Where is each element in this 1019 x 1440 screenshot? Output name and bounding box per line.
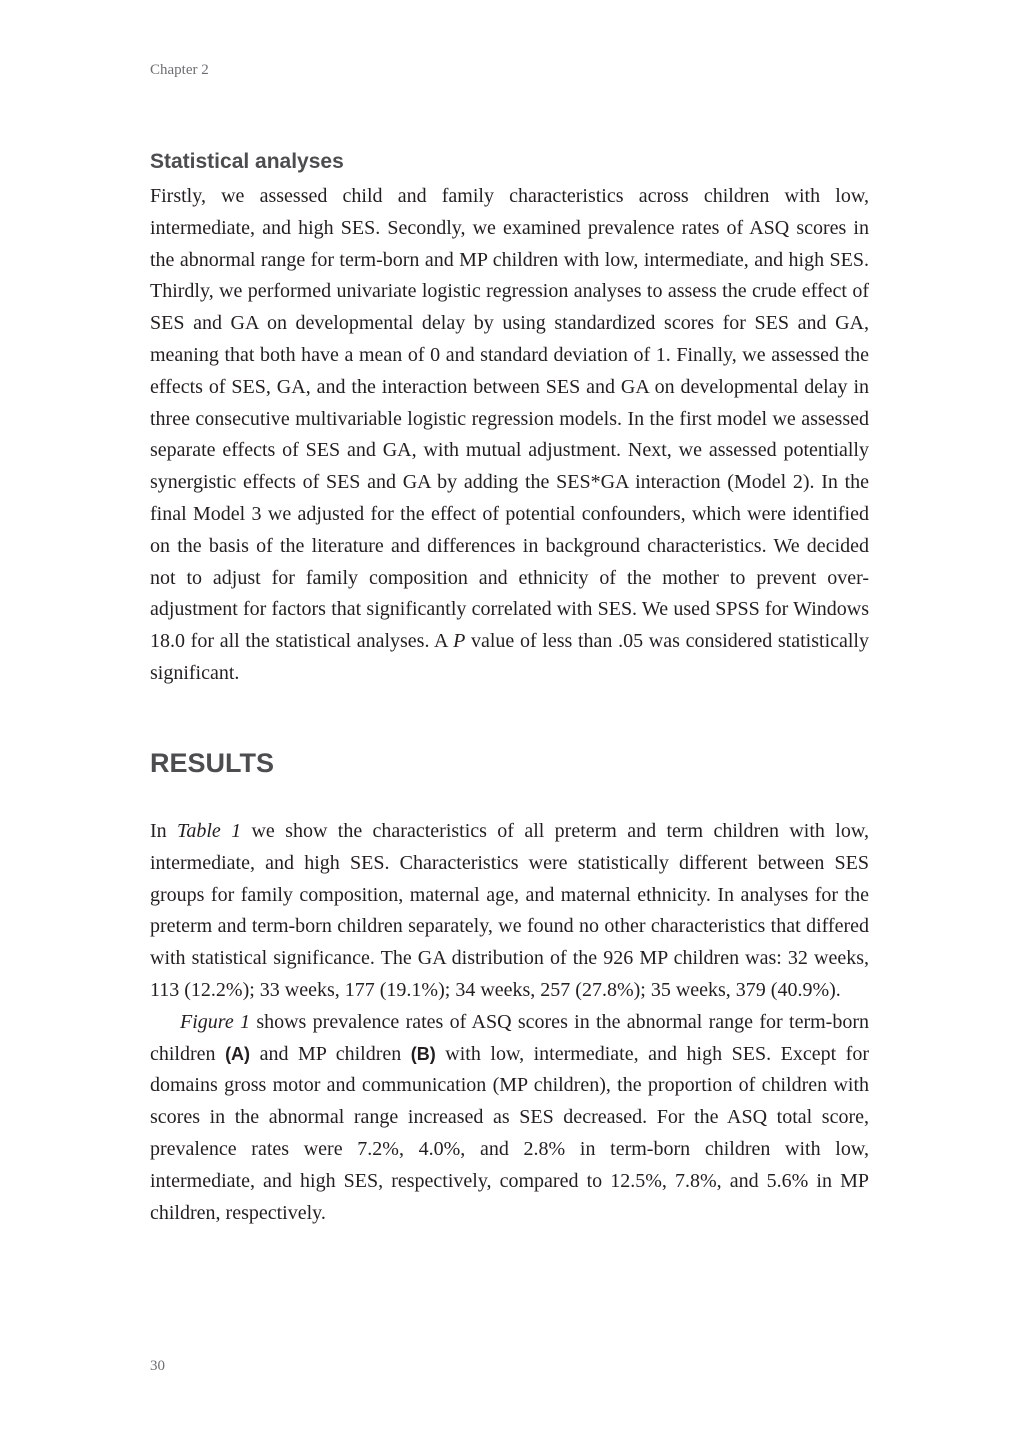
section-heading-statistical-analyses: Statistical analyses — [150, 150, 344, 173]
stat-text-2: value of less than .05 was considered statistically significant. — [150, 630, 869, 684]
results-paragraph-2 — [150, 1007, 869, 1230]
table-reference: Table 1 — [177, 820, 242, 842]
results-body — [150, 816, 869, 1229]
statistical-analyses-paragraph — [150, 181, 869, 690]
p-value-symbol: P — [453, 630, 466, 653]
panel-b-reference: (B) — [410, 1043, 436, 1064]
results-heading: RESULTS — [150, 748, 275, 778]
results-para2-text-2: and MP children — [250, 1042, 411, 1065]
results-para2-text-1: shows prevalence rates of ASQ scores in the abnormal range for term-born children — [150, 1010, 869, 1065]
stat-text-1: Firstly, we assessed child and family characteristics across children with low, intermediate, and high SES. Secondly, we examined prevalence rates of ASQ scores in the abnormal range for term-born and MP children with low, intermediate, and high SES. Thirdly, we performed univariate logistic regression analyses to assess the crude effect of SES and GA on developmental delay by using standardized scores for SES and GA, meaning that both have a mean of 0 and standard deviation of 1. Finally, we assessed the effects of SES, GA, and the interaction between SES and GA on developmental delay in three consecutive multivariable logistic regression models. In the first model we assessed separate effects of SES and GA, with mutual adjustment. Next, we assessed potentially synergistic effects of SES and GA by adding the SES*GA interaction (Model 2). In the final Model 3 we adjusted for the effect of potential confounders, which were identified on the basis of the literature and differences in background characteristics. We decided not to adjust for family composition and ethnicity of the mother to prevent over-adjustment for factors that significantly correlated with SES. We used SPSS for Windows 18.0 for all the statistical analyses. A — [150, 185, 869, 653]
results-para1-prefix: In — [150, 820, 178, 842]
running-head: Chapter 2 — [150, 62, 209, 78]
page-number: 30 — [150, 1358, 165, 1374]
results-paragraph-1 — [150, 816, 869, 1007]
results-para2-text-3: with low, intermediate, and high SES. Except for domains gross motor and communication (MP children), the proportion of children with scores in the abnormal range increased as SES decreased. For the ASQ total score, prevalence rates were 7.2%, 4.0%, and 2.8% in term-born children with low, intermediate, and high SES, respectively, compared to 12.5%, 7.8%, and 5.6% in MP children, respectively. — [150, 1042, 869, 1224]
panel-a-reference: (A) — [225, 1043, 251, 1064]
results-para1-text: we show the characteristics of all preterm and term children with low, intermediate, and high SES. Characteristics were statistically different between SES groups for family composition, maternal age, and maternal ethnicity. In analyses for the preterm and term-born children separately, we found no other characteristics that differed with statistical significance. The GA distribution of the 926 MP children was: 32 weeks, 113 (12.2%); 33 weeks, 177 (19.1%); 34 weeks, 257 (27.8%); 35 weeks, 379 (40.9%). — [150, 820, 869, 1001]
figure-reference: Figure 1 — [180, 1010, 251, 1033]
